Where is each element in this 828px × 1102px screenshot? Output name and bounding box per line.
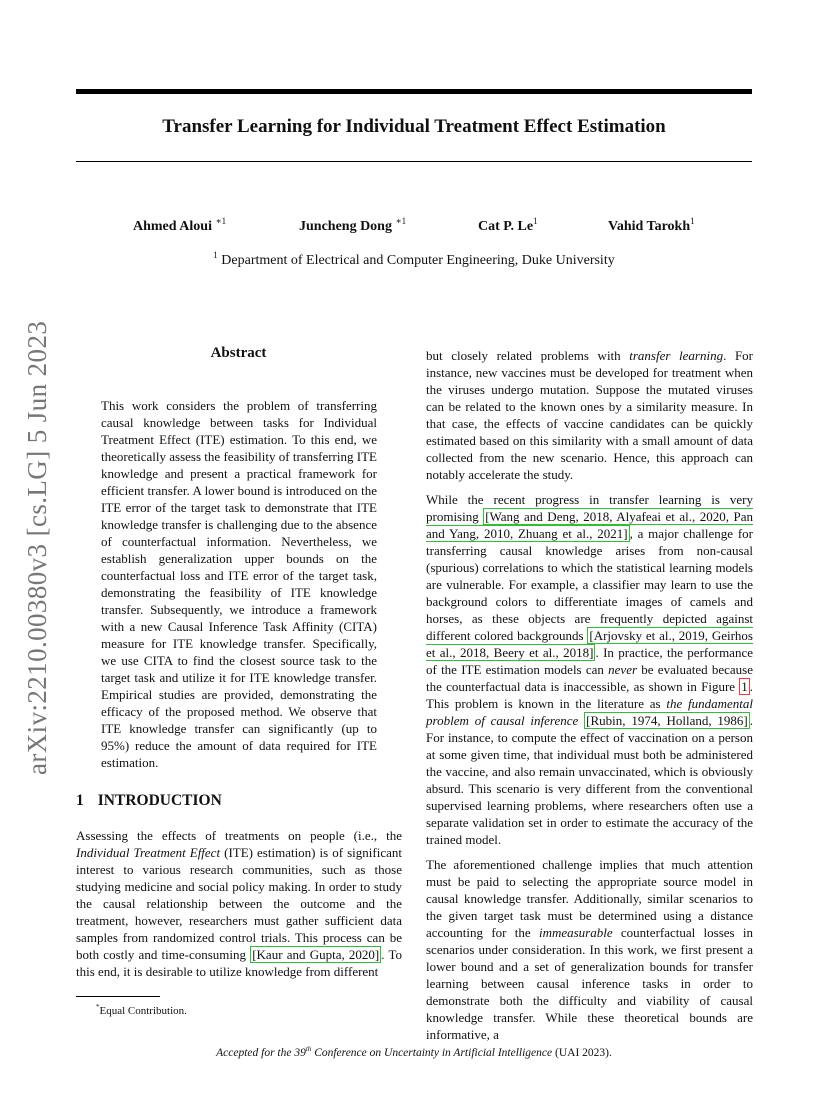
author-3: Cat P. Le$^1$ <box>478 216 538 234</box>
citation-link[interactable]: [Wang and Deng, 2018, Alyafeai et al., 2020, Pan and Yang, 2010, Zhuang et al., 2021] <box>426 509 753 541</box>
arxiv-sidebar-stamp: arXiv:2210.00380v3 [cs.LG] 5 Jun 2023 <box>22 320 52 775</box>
affiliation: $^1$ Department of Electrical and Computer Engineering, Duke University <box>213 250 615 268</box>
author-2: Juncheng Dong $^{∗1}$ <box>299 216 407 234</box>
intro-paragraph: Assessing the effects of treatments on people (i.e., the Individual Treatment Effect (ITE) estimation) is of significant interest to various research communities, such as those studying medicine and social policy making. In order to study the causal relationship between the outcome and the treatment, however, researchers must gather sufficient data samples from randomized control trials. This process can be both costly and time-consuming [Kaur and Gupta, 2020] . To this end, it is desirable to utilize knowledge from different <box>76 828 402 979</box>
paragraph: The aforementioned challenge implies that much attention must be paid to selecting the appropriate source model in causal knowledge transfer. Additionally, similar scenarios to the given target task must be determined using a distance accounting for the immeasurable counterfactual losses in scenarios under consideration. In this work, we first present a lower bound and a set of generalization bounds for transfer learning between causal inference tasks in order to demonstrate both the difficulty and viability of causal knowledge transfer. While these theoretical bounds are informative, a <box>426 857 754 1042</box>
section-heading: 1 INTRODUCTION <box>76 792 222 809</box>
paragraph: While the recent progress in transfer learning is very promising [Wang and Deng, 2018, Alyafeai et al., 2020, Pan and Yang, 2010, Zhuang et al., 2021] , a major challenge for transferring causal knowledge arises from non-causal (spurious) correlations to which the statistical learning models are vulnerable. For example, a classifier may learn to use the background colors to differentiate images of camels and horses, as these objects are frequently depicted against different colored backgrounds [Arjovsky et al., 2019, Geirhos et al., 2018, Beery et al., 2018] . In practice, the performance of the ITE estimation models can never be evaluated because the counterfactual data is inaccessible, as shown in Figure 1 . This problem is known in the literature as the fundamental problem of causal inference [Rubin, 1974, Holland, 1986] . For instance, to compute the effect of vaccination on a person at some given time, that individual must both be administered the vaccine, and also remain unvaccinated, which is obviously absurd. This scenario is very different from the conventional supervised learning problems, where researchers often use a separate validation set in order to estimate the accuracy of the trained model. <box>426 492 754 847</box>
figure-link[interactable]: 1 <box>741 679 748 694</box>
paper-title: Transfer Learning for Individual Treatment Effect Estimation <box>162 116 666 137</box>
author-4: Vahid Tarokh$^1$ <box>608 216 695 234</box>
footnote-rule <box>76 996 160 997</box>
abstract-body: This work considers the problem of transferring causal knowledge between tasks for Individual Treatment Effect (ITE) estimation. To this end, we theoretically assess the feasibility of transferring ITE knowledge and present a practical framework for efficient transfer. A lower bound is introduced on the ITE error of the target task to demonstrate that ITE knowledge transfer is challenging due to the absence of counterfactual information. Nevertheless, we establish generalization upper bounds on the counterfactual loss and ITE error of the target task, demonstrating the feasibility of ITE knowledge transfer. Subsequently, we introduce a framework with a new Causal Inference Task Affinity (CITA) measure for ITE knowledge transfer. Specifically, we use CITA to find the closest source task to the target task and utilize it for ITE knowledge transfer. Empirical studies are provided, demonstrating the efficacy of the proposed method. We observe that ITE knowledge transfer can significantly (up to 95%) reduce the amount of data required for ITE estimation. <box>101 398 377 770</box>
citation-link[interactable]: [Arjovsky et al., 2019, Geirhos et al., 2018, Beery et al., 2018] <box>426 628 753 660</box>
title-rule <box>76 161 752 162</box>
citation-link[interactable]: [Rubin, 1974, Holland, 1986] <box>586 713 748 728</box>
right-column <box>426 347 753 1051</box>
paragraph: but closely related problems with transfer learning. For instance, new vaccines must be developed for treatment when the viruses undergo mutation. Suppose the mutated viruses can be related to the known ones by a similarity measure. In that case, the effects of vaccine candidates can be quickly estimated based on this similarity with a small amount of data collected from the new scenario. Hence, this approach can notably accelerate the study. <box>426 348 753 482</box>
top-rule <box>76 89 752 94</box>
abstract-heading: Abstract <box>210 345 267 361</box>
citation-link[interactable]: [Kaur and Gupta, 2020] <box>252 947 380 962</box>
footnote: *Equal Contribution. <box>96 1003 187 1017</box>
author-1: Ahmed Aloui $^{∗1}$ <box>133 216 227 234</box>
venue-footer: Accepted for the 39th Conference on Uncertainty in Artificial Intelligence (UAI 2023). <box>216 1045 612 1059</box>
